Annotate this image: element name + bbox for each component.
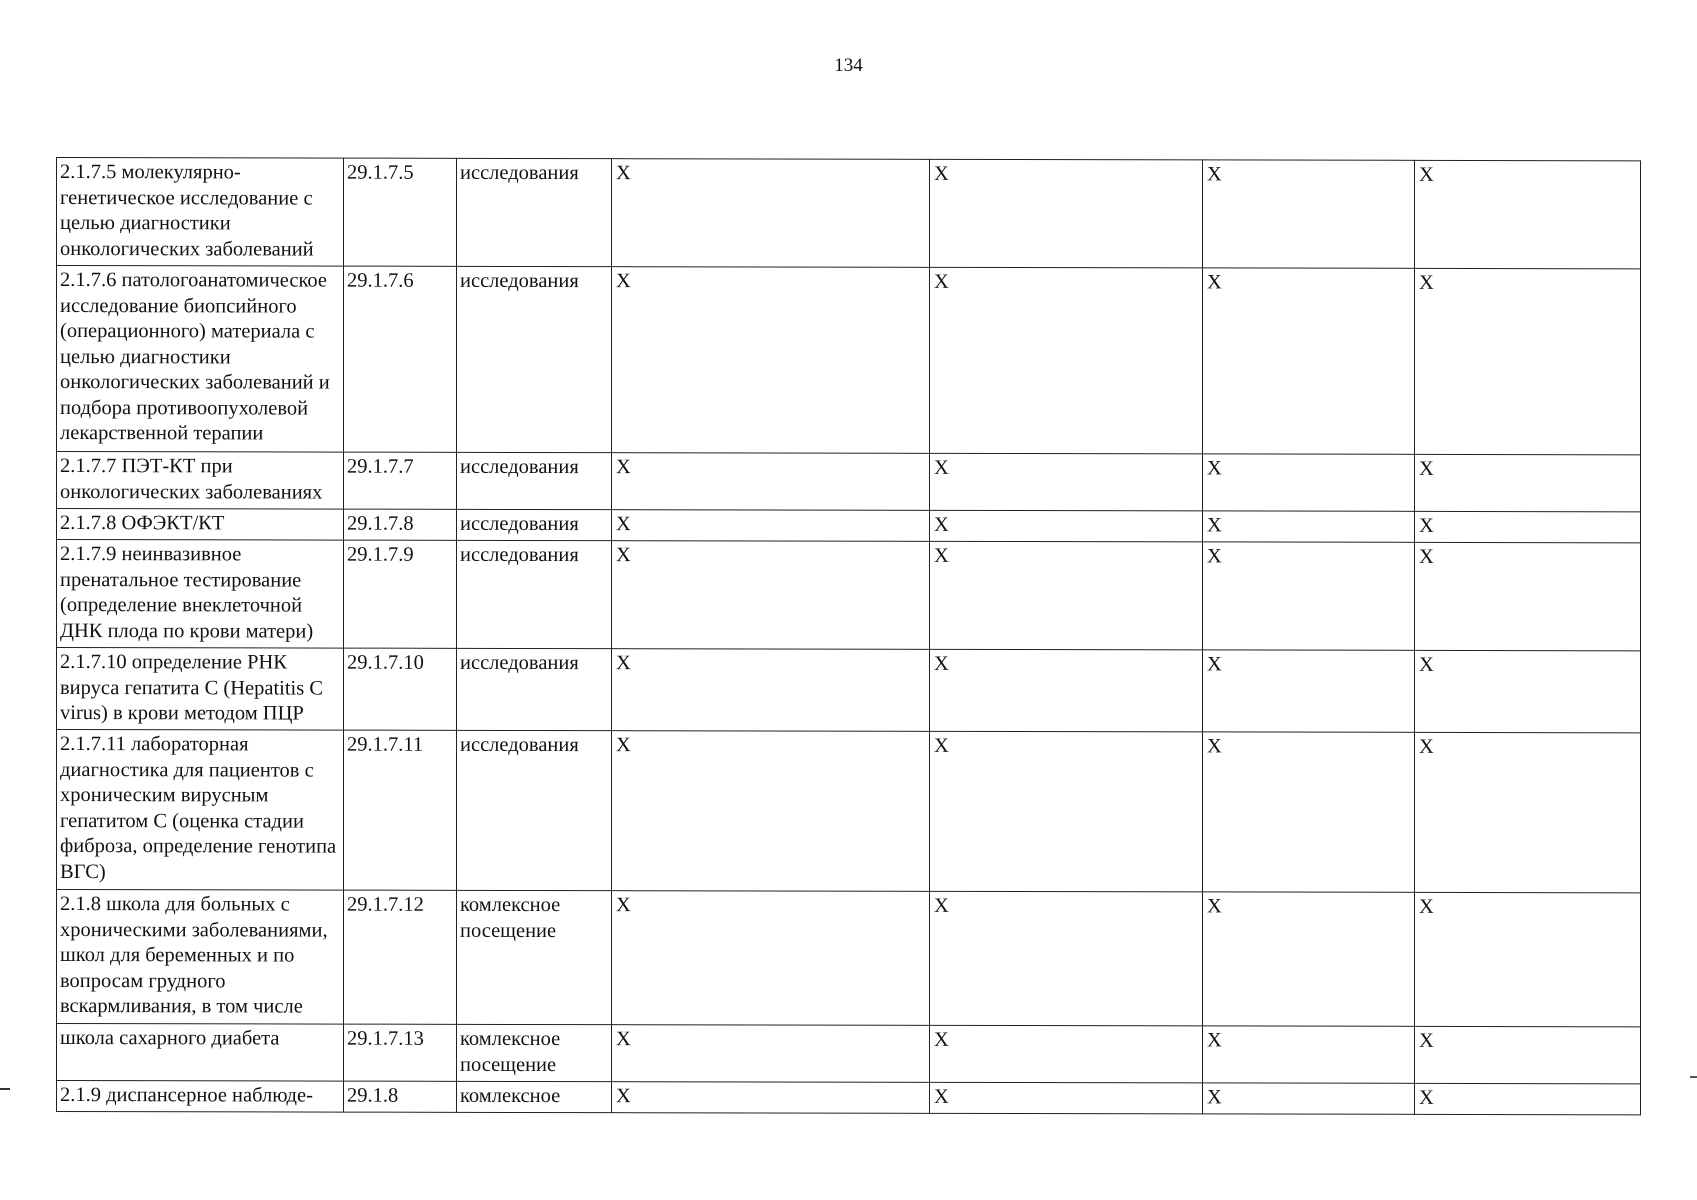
table-row (57, 730, 1641, 893)
page-number: 134 (834, 55, 863, 76)
mark-cell: X (930, 1082, 1203, 1114)
row-name-cell: школа сахарного диабета (57, 1024, 344, 1082)
mark-cell: X (930, 159, 1203, 268)
mark-cell: X (930, 891, 1203, 1026)
mark-cell: X (1203, 1026, 1415, 1083)
row-unit-cell: комлексное (457, 1081, 612, 1112)
mark-cell: X (930, 731, 1203, 892)
row-code-cell: 29.1.7.9 (344, 540, 457, 648)
row-code-cell: 29.1.7.13 (344, 1024, 457, 1081)
mark-cell: X (1415, 732, 1641, 892)
mark-cell: X (1203, 511, 1415, 542)
mark-cell: X (1415, 511, 1641, 542)
row-unit-cell: исследования (457, 158, 612, 266)
row-name-cell: 2.1.7.7 ПЭТ-КТ при онкологических заболеваниях (57, 452, 344, 510)
mark-cell: X (1203, 892, 1415, 1026)
mark-cell: X (612, 891, 930, 1026)
row-unit-cell: исследования (457, 730, 612, 890)
row-unit-cell: исследования (457, 648, 612, 730)
mark-cell: X (612, 510, 930, 542)
mark-cell: X (1203, 454, 1415, 511)
mark-cell: X (1203, 542, 1415, 650)
mark-cell: X (930, 1025, 1203, 1083)
row-code-cell: 29.1.7.8 (344, 509, 457, 540)
table-row (57, 266, 1641, 455)
row-code-cell: 29.1.7.7 (344, 452, 457, 509)
mark-cell: X (612, 649, 930, 732)
row-name-cell: 2.1.8 школа для больных с хроническими заболеваниями, школ для беременных и по вопросам грудного вскармливания, в том числе (57, 890, 344, 1025)
row-unit-cell: комлексное посещение (457, 890, 612, 1024)
mark-cell: X (1415, 1083, 1641, 1114)
table-row (57, 890, 1641, 1027)
table-row (57, 509, 1641, 543)
mark-cell: X (930, 267, 1203, 454)
table-row (57, 648, 1641, 733)
mark-cell: X (612, 267, 930, 454)
mark-cell: X (1203, 160, 1415, 268)
scan-margin-mark (0, 1088, 10, 1090)
row-name-cell: 2.1.7.8 ОФЭКТ/КТ (57, 509, 344, 541)
row-unit-cell: исследования (457, 540, 612, 648)
mark-cell: X (1415, 1026, 1641, 1083)
table-row (57, 1081, 1641, 1115)
mark-cell: X (1415, 160, 1641, 268)
table-row (57, 1024, 1641, 1084)
row-unit-cell: исследования (457, 509, 612, 540)
row-code-cell: 29.1.7.11 (344, 730, 457, 890)
mark-cell: X (612, 1025, 930, 1083)
row-name-cell: 2.1.7.5 молекулярно-генетическое исследование с целью диагностики онкологических заболеваний (57, 158, 344, 267)
table-row (57, 540, 1641, 651)
mark-cell: X (612, 453, 930, 511)
row-name-cell: 2.1.9 диспансерное наблюде- (57, 1081, 344, 1113)
mark-cell: X (930, 649, 1203, 732)
row-unit-cell: исследования (457, 452, 612, 509)
mark-cell: X (930, 510, 1203, 542)
row-code-cell: 29.1.7.12 (344, 890, 457, 1024)
row-name-cell: 2.1.7.11 лабораторная диагностика для пациентов с хроническим вирусным гепатитом С (оценка стадии фиброза, определение генотипа ВГС) (57, 730, 344, 891)
mark-cell: X (612, 1082, 930, 1114)
table-row (57, 158, 1641, 269)
row-name-cell: 2.1.7.9 неинвазивное пренатальное тестирование (определение внеклеточной ДНК плода по крови матери) (57, 540, 344, 649)
scan-margin-mark (1690, 1076, 1697, 1078)
mark-cell: X (930, 453, 1203, 511)
mark-cell: X (1203, 1083, 1415, 1114)
mark-cell: X (612, 731, 930, 892)
mark-cell: X (1415, 454, 1641, 511)
row-unit-cell: комлексное посещение (457, 1024, 612, 1081)
data-table (56, 157, 1641, 1115)
row-code-cell: 29.1.8 (344, 1081, 457, 1112)
row-unit-cell: исследования (457, 266, 612, 452)
row-code-cell: 29.1.7.10 (344, 648, 457, 730)
mark-cell: X (1415, 542, 1641, 650)
mark-cell: X (1415, 892, 1641, 1026)
row-name-cell: 2.1.7.10 определение РНК вируса гепатита С (Hepatitis C virus) в крови методом ПЦР (57, 648, 344, 731)
mark-cell: X (930, 541, 1203, 650)
row-name-cell: 2.1.7.6 патологоанатомическое исследование биопсийного (операционного) материала с целью диагностики онкологических заболеваний и подбора противоопухолевой лекарственной терапии (57, 266, 344, 453)
row-code-cell: 29.1.7.6 (344, 266, 457, 452)
mark-cell: X (612, 541, 930, 650)
mark-cell: X (1415, 650, 1641, 732)
row-code-cell: 29.1.7.5 (344, 158, 457, 266)
mark-cell: X (612, 159, 930, 268)
mark-cell: X (1203, 268, 1415, 454)
mark-cell: X (1203, 732, 1415, 892)
table-row (57, 452, 1641, 512)
mark-cell: X (1203, 650, 1415, 732)
mark-cell: X (1415, 268, 1641, 454)
